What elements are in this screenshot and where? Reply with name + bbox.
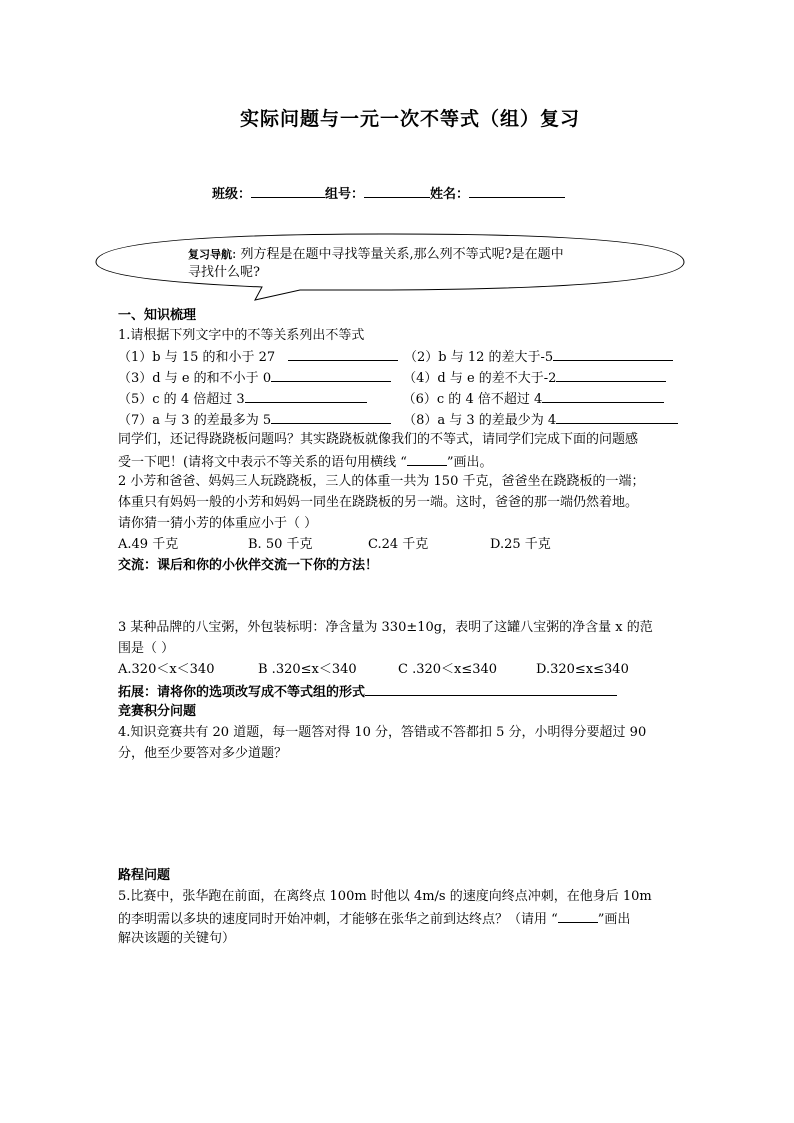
q5-line-2b: ”画出	[597, 912, 631, 927]
guide-line-1	[188, 245, 564, 265]
q5-line-2a: 的李明需以多块的速度同时开始冲刺，才能够在张华之前到达终点？（请用 “	[118, 912, 558, 927]
q3-extend-blank[interactable]	[365, 681, 617, 696]
q3-option-d[interactable]: D.320≤x≤340	[536, 662, 629, 677]
inequality-row-4	[118, 409, 688, 431]
guide-label: 复习导航	[188, 248, 232, 261]
speech-bubble-icon	[0, 0, 794, 330]
item-6: （6）c 的 4 倍不超过 4	[402, 392, 543, 407]
seesaw-intro-2b: ”画出。	[446, 455, 493, 470]
q3-option-b[interactable]: B .320≤x＜340	[258, 662, 357, 677]
answer-blank-4[interactable]	[556, 367, 666, 382]
q3-extend-text: 拓展：请将你的选项改写成不等式组的形式	[118, 685, 366, 700]
q5-underline-sample	[558, 908, 598, 923]
seesaw-intro-2a: 受一下吧！(请将文中表示不等关系的语句用横线 “	[118, 455, 407, 470]
answer-blank-8[interactable]	[556, 409, 678, 424]
page-title: 实际问题与一元一次不等式（组）复习	[240, 108, 581, 130]
name-label: 姓名：	[430, 187, 470, 202]
q2-option-a[interactable]: A.49 千克	[118, 537, 179, 552]
q3-line-1: 3 某种品牌的八宝粥，外包装标明：净含量为 330±10g，表明了这罐八宝粥的净含量 x 的范	[118, 620, 653, 635]
item-2: （2）b 与 12 的差大于-5	[404, 350, 554, 365]
answer-blank-6[interactable]	[542, 388, 664, 403]
q2-option-c[interactable]: C.24 千克	[368, 537, 429, 552]
answer-blank-2[interactable]	[553, 346, 673, 361]
item-1: （1）b 与 15 的和小于 27	[118, 350, 276, 365]
item-5: （5）c 的 4 倍超过 3	[118, 392, 245, 407]
q2-options	[118, 535, 551, 555]
q5-line-2	[118, 908, 630, 930]
answer-blank-5[interactable]	[245, 388, 367, 403]
q2-option-b[interactable]: B. 50 千克	[248, 537, 313, 552]
q2-line-1: 2 小芳和爸爸、妈妈三人玩跷跷板，三人的体重一共为 150 千克，爸爸坐在跷跷板的一端；	[118, 474, 645, 489]
q3-options	[118, 660, 629, 680]
q2-line-2: 体重只有妈妈一般的小芳和妈妈一同坐在跷跷板的另一端。这时，爸爸的那一端仍然着地。	[118, 495, 639, 510]
q2-exchange: 交流：课后和你的小伙伴交流一下你的方法！	[118, 558, 379, 573]
q2-option-d[interactable]: D.25 千克	[490, 537, 551, 552]
q3-option-a[interactable]: A.320＜x＜340	[118, 662, 215, 677]
question-1: 1.请根据下列文字中的不等关系列出不等式	[118, 328, 365, 343]
section-heading: 一、知识梳理	[118, 308, 197, 323]
item-3: （3）d 与 e 的和不小于 0	[118, 371, 272, 386]
q5-line-3: 解决该题的关键句）	[118, 931, 236, 946]
q5-line-1: 5.比赛中，张华跑在前面，在离终点 100m 时他以 4m/s 的速度向终点冲刺，在他身后 10m	[118, 889, 652, 904]
q2-line-3: 请你猜一猜小芳的体重应小于（ ）	[118, 516, 318, 531]
q3-extend	[118, 681, 617, 703]
inequality-row-2	[118, 367, 688, 389]
answer-blank-1[interactable]	[288, 346, 398, 361]
underline-sample	[407, 451, 447, 466]
answer-blank-7[interactable]	[271, 409, 391, 424]
answer-blank-3[interactable]	[271, 367, 391, 382]
q3-line-2: 围是（ ）	[118, 641, 175, 656]
inequality-row-1	[118, 346, 688, 368]
item-8: （8）a 与 3 的差最少为 4	[403, 413, 557, 428]
seesaw-intro-2	[118, 451, 493, 473]
q4-line-1: 4.知识竞赛共有 20 道题，每一题答对得 10 分，答错或不答都扣 5 分，小明得分要超过 90	[118, 725, 647, 740]
guide-line-2: 寻找什么呢?	[188, 265, 260, 280]
q5-heading: 路程问题	[118, 868, 171, 883]
item-4: （4）d 与 e 的差不大于-2	[403, 371, 557, 386]
item-7: （7）a 与 3 的差最多为 5	[118, 413, 272, 428]
class-label: 班级：	[212, 187, 252, 202]
q4-line-2: 分，他至少要答对多少道题？	[118, 746, 288, 761]
group-label: 组号：	[325, 187, 365, 202]
q4-heading: 竞赛积分问题	[118, 704, 197, 719]
inequality-row-3	[118, 388, 688, 410]
seesaw-intro-1: 同学们，还记得跷跷板问题吗？其实跷跷板就像我们的不等式，请同学们完成下面的问题感	[118, 432, 639, 447]
guide-text-1: : 列方程是在题中寻找等量关系,那么列不等式呢?是在题中	[232, 247, 564, 262]
q3-option-c[interactable]: C .320＜x≤340	[398, 662, 498, 677]
